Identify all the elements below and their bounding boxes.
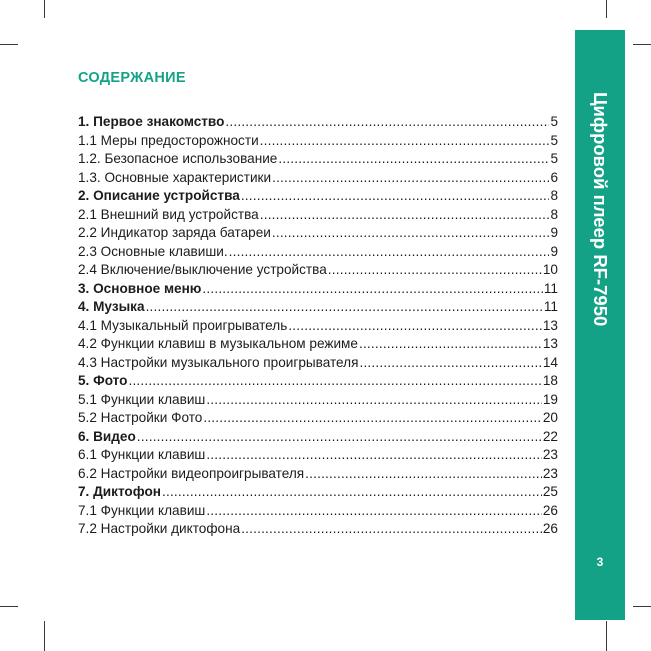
toc-entry-page: 5 [550,132,558,148]
toc-entry-label: 5.1 Функции клавиш [78,391,206,407]
toc-entry-label: 2. Описание устройства [78,188,240,203]
toc-entry[interactable] [78,150,558,169]
toc-entry-page: 8 [550,188,558,203]
toc-entry-label: 1.1 Меры предосторожности [78,132,259,148]
toc-leader-dots [288,317,542,336]
toc-entry[interactable] [78,354,558,373]
toc-entry-page: 23 [542,465,558,481]
toc-leader-dots [272,224,550,243]
toc-leader-dots [206,446,542,465]
crop-mark [633,44,651,45]
toc-entry-page: 23 [542,447,558,462]
toc-leader-dots [305,465,542,484]
toc-entry-label: 7.2 Настройки диктофона [78,521,241,536]
toc-entry-label: 1.3. Основные характеристики [78,169,272,185]
toc-entry-label: 7. Диктофон [78,484,161,499]
toc-entry-label: 4. Музыка [78,299,145,314]
toc-entry-label: 5.2 Настройки Фото [78,410,203,425]
toc-entry-page: 13 [542,336,558,351]
toc-entry-label: 1. Первое знакомство [78,114,225,129]
toc-leader-dots [272,169,549,188]
toc-leader-dots [241,520,542,539]
toc-entry[interactable] [78,280,558,299]
page-number: 3 [596,555,604,569]
toc-entry-page: 13 [542,317,558,333]
toc-entry[interactable] [78,169,558,188]
toc-leader-dots [260,132,550,151]
toc-entry-page: 18 [542,373,558,388]
toc-entry-page: 14 [542,354,558,370]
toc-entry-label: 1.2. Безопасное использование [78,151,278,166]
crop-mark [0,606,18,607]
toc-entry-label: 4.1 Музыкальный проигрыватель [78,317,288,333]
toc-entry-page: 11 [543,280,558,296]
toc-entry-page: 9 [550,225,558,240]
toc-entry-label: 6.1 Функции клавиш [78,447,206,462]
toc-entry-page: 20 [542,410,558,425]
toc-entry[interactable] [78,446,558,465]
toc-leader-dots [203,409,542,428]
toc-entry-page: 26 [542,502,558,518]
toc-entry[interactable] [78,243,558,262]
toc-leader-dots [278,150,549,169]
toc-entry[interactable] [78,317,558,336]
toc-entry[interactable] [78,391,558,410]
toc-entry-page: 6 [550,169,558,185]
toc-leader-dots [229,243,550,262]
toc-entry-page: 11 [543,299,558,314]
crop-mark [0,44,18,45]
toc-entry-page: 5 [550,114,558,129]
toc-leader-dots [260,206,550,225]
toc-entry-label: 6.2 Настройки видеопроигрывателя [78,465,305,481]
toc-entry[interactable] [78,261,558,280]
crop-mark [44,0,45,18]
toc-entry-label: 7.1 Функции клавиш [78,502,206,518]
crop-mark [606,0,607,18]
toc-leader-dots [128,372,541,391]
toc-entry-label: 2.2 Индикатор заряда батареи [78,225,271,240]
toc-entry-page: 8 [550,206,558,222]
toc-entry-label: 2.3 Основные клавиши. [78,243,228,259]
toc-entry[interactable] [78,520,558,539]
toc-entry-page: 19 [542,391,558,407]
toc-entry[interactable] [78,465,558,484]
crop-mark [633,606,651,607]
sidebar-band [575,30,625,620]
toc-entry-label: 2.4 Включение/выключение устройства [78,262,327,277]
toc-leader-dots [225,113,549,132]
toc-entry-page: 22 [542,428,558,444]
toc-entry[interactable] [78,206,558,225]
toc-heading: СОДЕРЖАНИЕ [78,70,186,86]
toc-leader-dots [137,428,542,447]
toc-entry[interactable] [78,224,558,243]
toc-entry-label: 6. Видео [78,428,136,444]
toc-leader-dots [202,280,542,299]
toc-entry[interactable] [78,132,558,151]
toc-entry[interactable] [78,409,558,428]
toc-leader-dots [359,354,541,373]
toc-entry[interactable] [78,298,558,317]
toc-entry[interactable] [78,502,558,521]
toc-entry-label: 3. Основное меню [78,280,202,296]
toc-leader-dots [162,483,542,502]
toc-entry-page: 5 [550,151,558,166]
toc-entry-label: 2.1 Внешний вид устройства [78,206,259,222]
toc-entry[interactable] [78,372,558,391]
table-of-contents [78,113,558,539]
toc-entry[interactable] [78,187,558,206]
crop-mark [44,621,45,651]
toc-entry-page: 26 [542,521,558,536]
toc-leader-dots [206,391,542,410]
toc-leader-dots [328,261,542,280]
crop-mark [606,621,607,651]
toc-entry-page: 10 [542,262,558,277]
toc-leader-dots [241,187,550,206]
toc-entry[interactable] [78,483,558,502]
toc-entry[interactable] [78,428,558,447]
toc-entry[interactable] [78,335,558,354]
toc-entry-page: 9 [550,243,558,259]
toc-entry-page: 25 [542,484,558,499]
toc-entry-label: 4.3 Настройки музыкального проигрывателя [78,354,359,370]
toc-entry-label: 4.2 Функции клавиш в музыкальном режиме [78,336,358,351]
toc-leader-dots [359,335,542,354]
toc-leader-dots [146,298,543,317]
toc-entry[interactable] [78,113,558,132]
toc-leader-dots [206,502,542,521]
sidebar-title: Цифровой плеер RF-7950 [590,92,611,327]
toc-entry-label: 5. Фото [78,373,128,388]
